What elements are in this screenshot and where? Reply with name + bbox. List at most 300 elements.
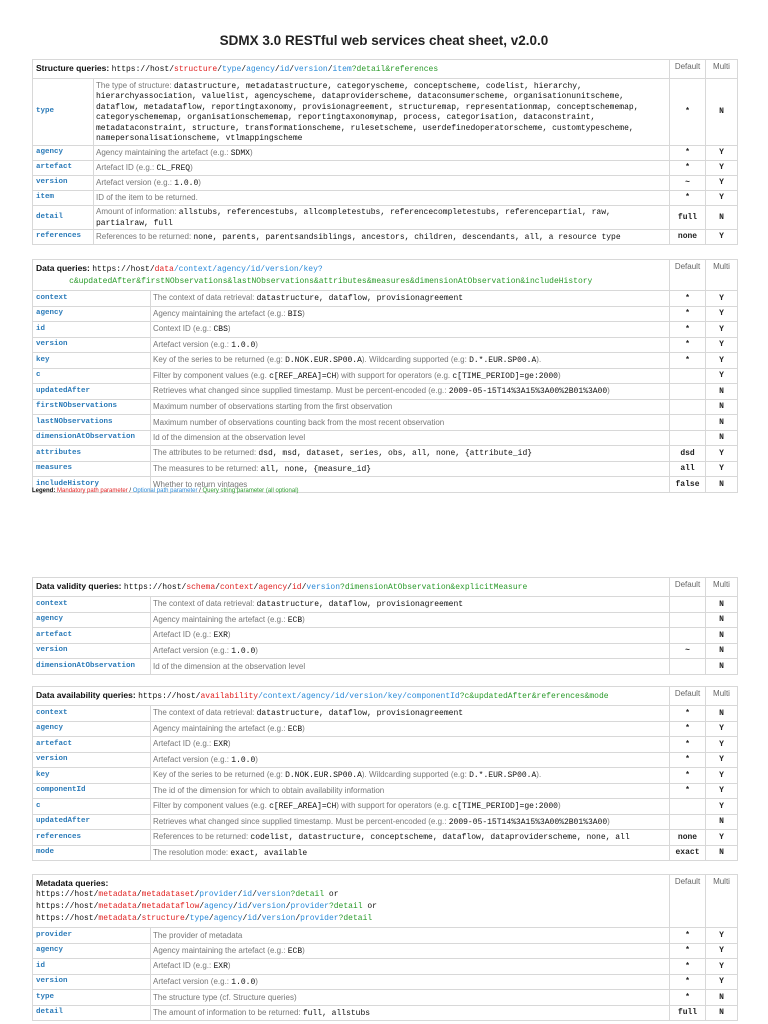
- default-value: *: [670, 990, 706, 1006]
- table-row: [33, 830, 738, 846]
- url-part: metadata: [98, 914, 137, 923]
- param-description: [151, 384, 670, 400]
- param-name: id: [33, 959, 151, 975]
- default-value: *: [670, 161, 706, 176]
- param-name: measures: [33, 461, 151, 477]
- url-part: /: [295, 914, 301, 923]
- multi-value: Y: [706, 230, 738, 245]
- param-description: [151, 752, 670, 768]
- description-text: Whether to return vintages: [153, 479, 248, 489]
- code-value: c[REF_AREA]=CH: [269, 802, 337, 811]
- default-column-header: Default: [670, 578, 706, 597]
- code-value: D.NOK.EUR.SP00.A: [285, 771, 362, 780]
- param-description: [151, 721, 670, 737]
- multi-value: N: [706, 706, 738, 722]
- description-text: Filter by component values (e.g.: [153, 801, 270, 810]
- code-value: CBS: [213, 325, 228, 334]
- default-value: *: [670, 959, 706, 975]
- description-text: ): [255, 754, 258, 764]
- param-description: [94, 146, 670, 161]
- url-part: id: [291, 583, 302, 592]
- legend-label: Legend:: [32, 488, 56, 494]
- param-name: agency: [33, 612, 151, 628]
- default-value: [670, 799, 706, 815]
- url-part: id: [242, 890, 253, 899]
- data-validity-queries-section: [32, 577, 737, 675]
- param-description: [151, 399, 670, 415]
- query-label: Data availability queries:: [36, 690, 136, 700]
- page-title: SDMX 3.0 RESTful web services cheat sheet, v2.0.0: [219, 33, 549, 48]
- param-description: [151, 628, 670, 644]
- multi-value: N: [706, 643, 738, 659]
- multi-value: Y: [706, 191, 738, 206]
- multi-value: Y: [706, 146, 738, 161]
- param-description: [94, 230, 670, 245]
- data-queries-section: [32, 259, 737, 493]
- query-header: [33, 260, 670, 291]
- table-row: [33, 1005, 738, 1021]
- param-name: updatedAfter: [33, 814, 151, 830]
- url-part: /: [287, 583, 292, 592]
- url-part: type: [189, 914, 209, 923]
- description-text: ): [255, 976, 258, 986]
- multi-value: N: [706, 430, 738, 446]
- code-value: 1.0.0: [231, 977, 256, 987]
- url-part: /: [242, 914, 248, 923]
- url-part: https://host/: [36, 902, 99, 911]
- multi-column-header: Multi: [706, 260, 738, 291]
- url-part: /: [274, 65, 280, 74]
- legend-mandatory: Mandatory path parameter: [57, 488, 128, 494]
- default-value: none: [670, 230, 706, 245]
- code-value: CL_FREQ: [156, 163, 191, 173]
- description-text: ): [227, 739, 231, 748]
- code-value: all, none, {measure_id}: [260, 464, 372, 474]
- url-part: /: [136, 914, 142, 923]
- url-part: https://host/: [123, 583, 187, 592]
- description-text: Agency maintaining the artefact (e.g.:: [153, 723, 288, 733]
- url-part: id: [279, 65, 290, 74]
- table-row: [33, 337, 738, 353]
- code-value: full, allstubs: [302, 1008, 371, 1018]
- param-description: [94, 79, 670, 146]
- param-description: [151, 814, 670, 830]
- url-part: type: [222, 65, 242, 74]
- param-description: [151, 783, 670, 799]
- url-part: ?detail: [328, 902, 363, 911]
- table-row: [33, 384, 738, 400]
- description-text: The amount of information to be returned:: [153, 1007, 303, 1017]
- url-part: schema: [186, 583, 216, 592]
- description-text: Artefact version (e.g.:: [96, 177, 175, 187]
- description-text: The measures to be returned:: [153, 463, 261, 473]
- param-description: [151, 337, 670, 353]
- table-row: [33, 628, 738, 644]
- description-text: Artefact ID (e.g.:: [153, 630, 214, 639]
- multi-value: Y: [706, 306, 738, 322]
- default-value: *: [670, 768, 706, 784]
- code-value: datastructure, dataflow, provisionagreement: [256, 294, 464, 303]
- code-value: 1.0.0: [231, 340, 256, 350]
- default-value: [670, 430, 706, 446]
- table-row: [33, 845, 738, 861]
- url-part: metadataset: [141, 890, 195, 899]
- url-part: provider: [290, 902, 329, 911]
- multi-value: Y: [706, 974, 738, 990]
- param-name: version: [33, 752, 151, 768]
- default-value: exact: [670, 845, 706, 861]
- default-value: [670, 597, 706, 613]
- description-text: Id of the dimension at the observation level: [153, 433, 306, 442]
- query-table: [32, 259, 738, 493]
- param-name: dimensionAtObservation: [33, 659, 151, 675]
- param-name: agency: [33, 306, 151, 322]
- default-column-header: Default: [670, 260, 706, 291]
- code-value: allstubs, referencestubs, allcompletestubs, referencecompletestubs, referencepartial, raw, partialraw, full: [96, 208, 611, 228]
- url-part: agency: [204, 902, 233, 911]
- default-column-header: Default: [670, 687, 706, 706]
- url-line: [138, 692, 609, 701]
- param-description: [151, 322, 670, 338]
- param-name: agency: [33, 721, 151, 737]
- code-value: none, parents, parentsandsiblings, ancestors, children, descendants, all, a resource type: [193, 232, 621, 242]
- url-part: https://host/: [138, 692, 201, 701]
- multi-value: Y: [706, 783, 738, 799]
- description-text: ): [557, 801, 561, 810]
- description-text: Artefact version (e.g.:: [153, 976, 232, 986]
- description-text: The context of data retrieval:: [153, 599, 257, 608]
- description-text: References to be returned:: [96, 231, 194, 241]
- param-name: context: [33, 597, 151, 613]
- default-value: *: [670, 306, 706, 322]
- description-text: Retrieves what changed since supplied timestamp. Must be percent-encoded (e.g.:: [153, 816, 449, 826]
- url-line: [112, 65, 439, 74]
- code-value: ECB: [287, 615, 303, 625]
- default-value: *: [670, 706, 706, 722]
- code-value: D.*.EUR.SP00.A: [469, 771, 537, 780]
- param-description: [151, 659, 670, 675]
- description-text: ): [255, 339, 258, 349]
- description-text: Artefact version (e.g.:: [153, 645, 232, 655]
- default-value: [670, 659, 706, 675]
- url-line: [36, 914, 372, 923]
- description-text: The id of the dimension for which to obtain availability information: [153, 786, 385, 795]
- code-value: c[TIME_PERIOD]=ge:2000: [452, 371, 558, 381]
- multi-value: N: [706, 597, 738, 613]
- legend-optional: Optional path parameter: [132, 488, 198, 494]
- table-row: [33, 706, 738, 722]
- description-text: ).: [536, 770, 542, 779]
- description-text: ): [249, 147, 253, 157]
- url-part: or: [324, 890, 339, 899]
- default-value: all: [670, 461, 706, 477]
- param-description: [94, 206, 670, 230]
- multi-value: Y: [706, 446, 738, 462]
- param-name: references: [33, 230, 94, 245]
- description-text: Maximum number of observations counting back from the most recent observation: [153, 417, 445, 427]
- table-row: [33, 399, 738, 415]
- table-row: [33, 721, 738, 737]
- url-part: /context/agency/id/version/key/componentId: [258, 692, 460, 701]
- description-text: Maximum number of observations starting from the first observation: [153, 402, 393, 411]
- description-text: ): [302, 614, 305, 624]
- url-part: https://host/: [92, 265, 155, 274]
- url-part: /: [241, 65, 247, 74]
- description-text: Amount of information:: [96, 207, 179, 216]
- param-name: version: [33, 176, 94, 191]
- code-value: BIS: [287, 309, 303, 319]
- description-text: Artefact ID (e.g.:: [96, 162, 157, 172]
- table-row: [33, 943, 738, 959]
- url-line: [92, 265, 322, 274]
- table-row: [33, 659, 738, 675]
- param-name: detail: [33, 1005, 151, 1021]
- param-description: [151, 830, 670, 846]
- description-text: ) with support for operators (e.g.: [336, 370, 453, 380]
- multi-value: N: [706, 477, 738, 493]
- multi-value: N: [706, 415, 738, 431]
- param-description: [151, 799, 670, 815]
- default-column-header: Default: [670, 875, 706, 928]
- description-text: ): [607, 386, 610, 395]
- code-value: dsd, msd, dataset, series, obs, all, none, {attribute_id}: [258, 449, 533, 458]
- default-value: *: [670, 79, 706, 146]
- multi-value: N: [706, 384, 738, 400]
- param-name: updatedAfter: [33, 384, 151, 400]
- param-description: [151, 368, 670, 384]
- url-part: /: [136, 890, 142, 899]
- table-row: [33, 461, 738, 477]
- url-part: or: [362, 902, 377, 911]
- param-name: c: [33, 368, 151, 384]
- data-availability-queries-section: [32, 686, 737, 861]
- default-value: *: [670, 353, 706, 369]
- param-name: agency: [33, 943, 151, 959]
- param-description: [94, 161, 670, 176]
- param-name: key: [33, 768, 151, 784]
- default-value: [670, 415, 706, 431]
- url-part: c&updatedAfter&firstNObservations&lastNObservations&attributes&measures&dimensionAtObservation&includeHistory: [69, 277, 593, 286]
- default-value: *: [670, 737, 706, 753]
- multi-value: Y: [706, 943, 738, 959]
- default-value: *: [670, 322, 706, 338]
- header-row: [33, 875, 738, 928]
- description-text: Agency maintaining the artefact (e.g.:: [153, 945, 288, 955]
- url-part: /context/agency/id/version/key?: [173, 265, 323, 274]
- param-name: version: [33, 974, 151, 990]
- table-row: [33, 597, 738, 613]
- url-part: /: [208, 914, 214, 923]
- url-part: version: [256, 890, 291, 899]
- url-part: /: [184, 914, 190, 923]
- default-value: full: [670, 1005, 706, 1021]
- param-description: [151, 737, 670, 753]
- url-line: [36, 890, 339, 899]
- param-name: componentId: [33, 783, 151, 799]
- url-part: id: [237, 902, 248, 911]
- url-part: provider: [300, 914, 339, 923]
- legend-separator: /: [127, 488, 133, 494]
- description-text: Context ID (e.g.:: [153, 324, 214, 333]
- table-row: [33, 230, 738, 245]
- description-text: ): [607, 816, 610, 826]
- table-row: [33, 814, 738, 830]
- url-part: /: [215, 583, 220, 592]
- multi-column-header: Multi: [706, 578, 738, 597]
- default-value: *: [670, 928, 706, 944]
- multi-value: Y: [706, 161, 738, 176]
- multi-value: N: [706, 79, 738, 146]
- url-part: agency: [258, 583, 288, 592]
- multi-value: Y: [706, 337, 738, 353]
- table-row: [33, 206, 738, 230]
- query-header: [33, 687, 670, 706]
- multi-value: Y: [706, 461, 738, 477]
- legend: [32, 488, 299, 494]
- default-value: [670, 814, 706, 830]
- param-name: firstNObservations: [33, 399, 151, 415]
- table-row: [33, 176, 738, 191]
- multi-value: Y: [706, 353, 738, 369]
- param-description: [151, 461, 670, 477]
- param-name: key: [33, 353, 151, 369]
- code-value: exact, available: [230, 848, 308, 858]
- description-text: The provider of metadata: [153, 930, 243, 940]
- query-header: [33, 875, 670, 928]
- description-text: Artefact ID (e.g.:: [153, 961, 214, 970]
- multi-value: Y: [706, 737, 738, 753]
- url-part: /: [232, 902, 238, 911]
- table-row: [33, 446, 738, 462]
- url-part: /: [256, 914, 262, 923]
- description-text: ): [302, 945, 305, 955]
- default-value: [670, 384, 706, 400]
- code-value: ECB: [287, 946, 303, 956]
- multi-column-header: Multi: [706, 60, 738, 79]
- description-text: The attributes to be returned:: [153, 448, 259, 457]
- table-row: [33, 974, 738, 990]
- multi-value: Y: [706, 768, 738, 784]
- param-name: detail: [33, 206, 94, 230]
- param-name: artefact: [33, 161, 94, 176]
- param-name: dimensionAtObservation: [33, 430, 151, 446]
- param-description: [94, 176, 670, 191]
- param-name: artefact: [33, 737, 151, 753]
- table-row: [33, 768, 738, 784]
- multi-value: Y: [706, 368, 738, 384]
- code-value: c[TIME_PERIOD]=ge:2000: [452, 802, 558, 811]
- param-name: agency: [33, 146, 94, 161]
- default-value: *: [670, 721, 706, 737]
- param-description: [151, 706, 670, 722]
- description-text: The structure type (cf. Structure queries): [153, 992, 297, 1002]
- multi-value: Y: [706, 799, 738, 815]
- description-text: The resolution mode:: [153, 847, 231, 857]
- default-value: dsd: [670, 446, 706, 462]
- description-text: Id of the dimension at the observation level: [153, 661, 306, 671]
- query-label: Data validity queries:: [36, 581, 122, 591]
- table-row: [33, 799, 738, 815]
- header-row: [33, 60, 738, 79]
- url-part: /: [194, 890, 200, 899]
- url-part: ?detail: [290, 890, 325, 899]
- code-value: D.*.EUR.SP00.A: [469, 356, 537, 365]
- default-value: *: [670, 974, 706, 990]
- query-label: Metadata queries:: [36, 878, 109, 888]
- param-description: [151, 597, 670, 613]
- default-value: *: [670, 783, 706, 799]
- default-value: [670, 612, 706, 628]
- param-name: provider: [33, 928, 151, 944]
- param-name: includeHistory: [33, 477, 151, 493]
- url-part: metadataflow: [141, 902, 200, 911]
- code-value: codelist, datastructure, conceptscheme, dataflow, dataproviderscheme, none, all: [250, 833, 630, 842]
- url-part: /: [237, 890, 243, 899]
- table-row: [33, 783, 738, 799]
- code-value: 1.0.0: [231, 646, 256, 656]
- multi-column-header: Multi: [706, 875, 738, 928]
- multi-value: Y: [706, 752, 738, 768]
- param-description: [94, 191, 670, 206]
- multi-value: N: [706, 814, 738, 830]
- query-header: [33, 578, 670, 597]
- param-description: [151, 353, 670, 369]
- code-value: D.NOK.EUR.SP00.A: [285, 356, 362, 365]
- url-part: /: [252, 890, 257, 899]
- multi-value: Y: [706, 830, 738, 846]
- description-text: ).: [536, 355, 542, 364]
- code-value: datastructure, dataflow, provisionagreement: [256, 709, 464, 718]
- table-row: [33, 353, 738, 369]
- multi-value: N: [706, 659, 738, 675]
- query-label: Data queries:: [36, 263, 90, 273]
- structure-queries-section: [32, 59, 737, 245]
- description-text: ). Wildcarding supported (e.g:: [361, 355, 470, 364]
- url-part: /: [327, 65, 333, 74]
- header-row: [33, 260, 738, 291]
- code-value: EXR: [213, 740, 228, 749]
- metadata-queries-section: [32, 874, 737, 1021]
- multi-value: Y: [706, 928, 738, 944]
- table-row: [33, 291, 738, 307]
- param-description: [151, 1005, 670, 1021]
- default-value: [670, 399, 706, 415]
- table-row: [33, 737, 738, 753]
- code-value: 1.0.0: [174, 178, 199, 188]
- url-part: version: [294, 65, 328, 74]
- code-value: 2009-05-15T14%3A15%3A00%2B01%3A00: [448, 387, 608, 396]
- header-row: [33, 578, 738, 597]
- param-name: type: [33, 79, 94, 146]
- url-part: /: [289, 65, 295, 74]
- table-row: [33, 752, 738, 768]
- default-value: ~: [670, 176, 706, 191]
- description-text: ): [302, 308, 305, 318]
- table-row: [33, 79, 738, 146]
- url-part: item: [332, 65, 352, 74]
- param-name: mode: [33, 845, 151, 861]
- param-description: [151, 643, 670, 659]
- description-text: Key of the series to be returned (e.g:: [153, 355, 286, 364]
- table-row: [33, 612, 738, 628]
- url-part: provider: [199, 890, 238, 899]
- default-value: *: [670, 337, 706, 353]
- table-row: [33, 430, 738, 446]
- url-part: structure: [141, 914, 185, 923]
- default-value: *: [670, 752, 706, 768]
- description-text: Agency maintaining the artefact (e.g.:: [96, 147, 231, 157]
- description-text: ): [255, 645, 258, 655]
